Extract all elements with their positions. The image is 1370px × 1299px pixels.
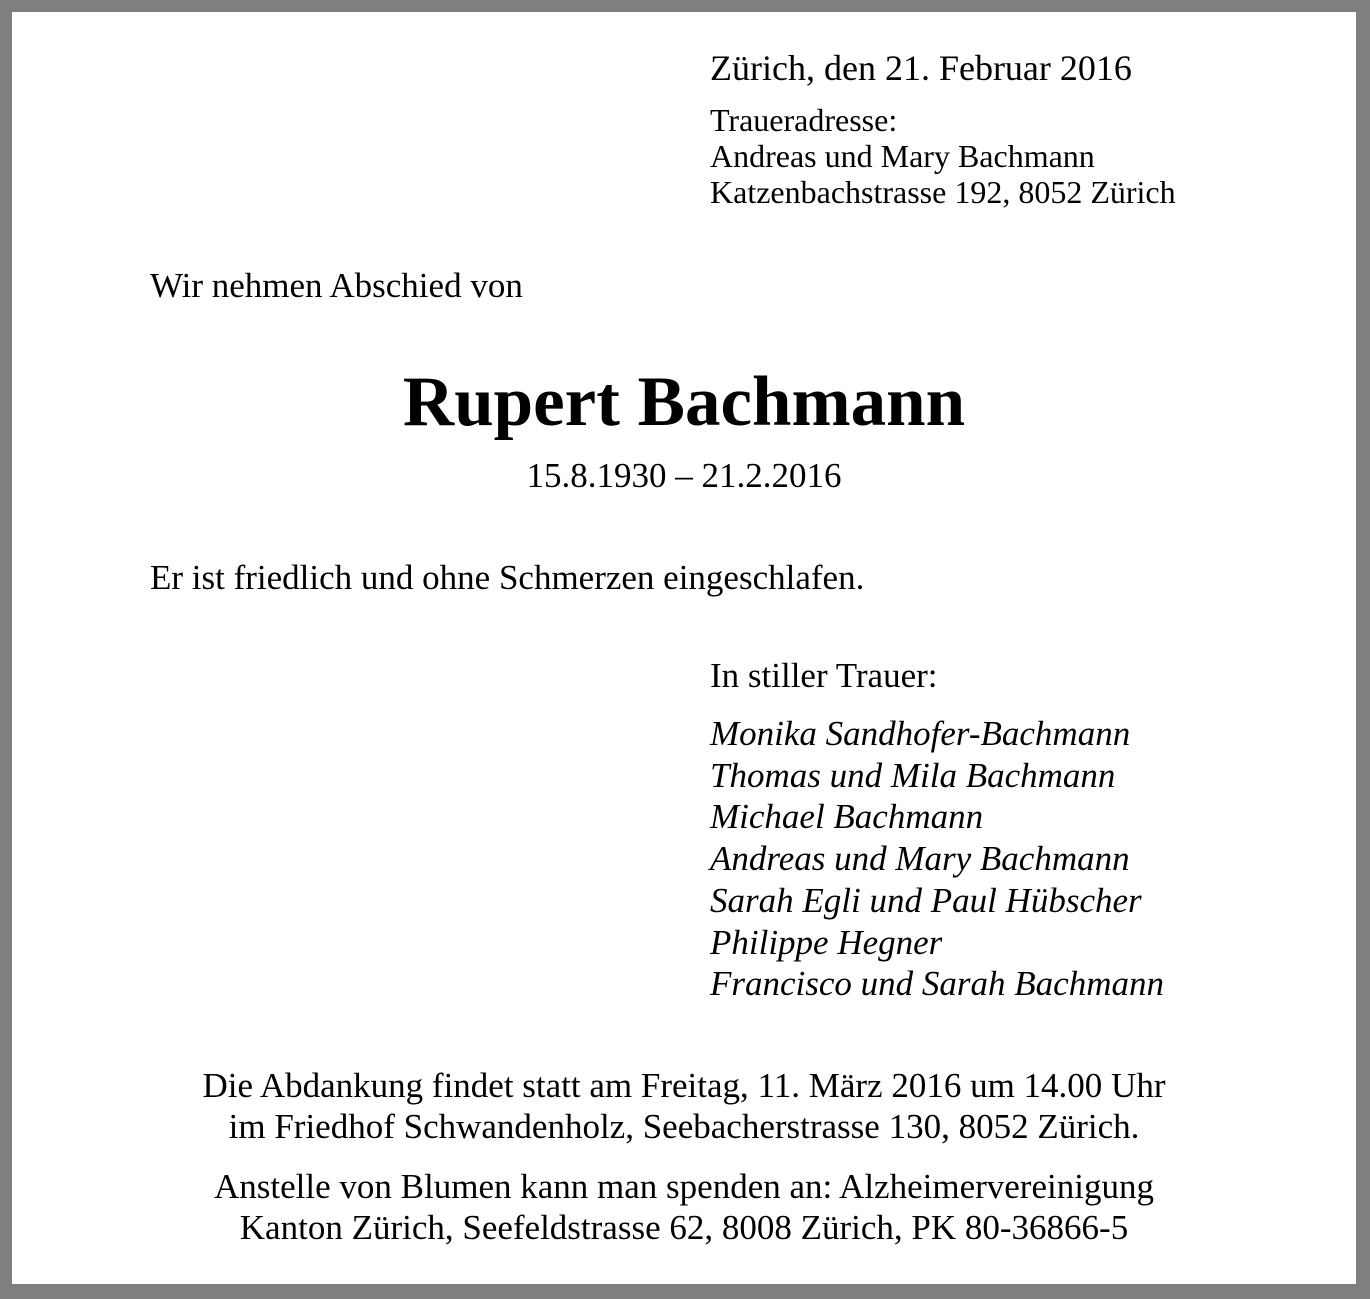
- peaceful-statement: [150, 558, 864, 598]
- mourning-address-name: Andreas und Mary Bachmann: [710, 138, 1095, 174]
- peaceful-statement-text: Er ist friedlich und ohne Schmerzen eingeschlafen.: [150, 558, 865, 597]
- mourning-address: [710, 102, 1176, 210]
- mourner-name: Philippe Hegner: [710, 922, 943, 962]
- ceremony-info-line: im Friedhof Schwandenholz, Seebacherstrasse 130, 8052 Zürich.: [228, 1107, 1140, 1146]
- mourner-name: Andreas und Mary Bachmann: [710, 839, 1130, 879]
- mourning-address-street: Katzenbachstrasse 192, 8052 Zürich: [710, 174, 1176, 210]
- farewell-intro-text: Wir nehmen Abschied von: [150, 266, 523, 305]
- mourner-name: Monika Sandhofer-Bachmann: [710, 714, 1131, 753]
- mourner-name: Michael Bachmann: [710, 797, 984, 837]
- grief-heading: [710, 656, 937, 696]
- mourner-name: Francisco und Sarah Bachmann: [710, 964, 1164, 1004]
- grief-heading-text: In stiller Trauer:: [710, 656, 938, 695]
- obituary-notice: [12, 12, 1356, 1284]
- mourning-address-label: Traueradresse:: [710, 102, 898, 138]
- donation-info-line: Kanton Zürich, Seefeldstrasse 62, 8008 Zürich, PK 80-36866-5: [239, 1208, 1129, 1247]
- life-dates: 15.8.1930 – 21.2.2016: [526, 456, 842, 495]
- mourner-name: Thomas und Mila Bachmann: [710, 755, 1116, 795]
- donation-info-line: Anstelle von Blumen kann man spenden an: Alzheimervereinigung: [214, 1167, 1154, 1206]
- ceremony-info: [12, 1065, 1356, 1147]
- donation-info: [12, 1166, 1356, 1248]
- ceremony-info-line: Die Abdankung findet statt am Freitag, 11. März 2016 um 14.00 Uhr: [202, 1066, 1166, 1105]
- farewell-intro: [150, 266, 523, 306]
- mourners-list: [710, 713, 1164, 1005]
- place-and-date: [710, 48, 1132, 88]
- mourner-name: Sarah Egli und Paul Hübscher: [710, 880, 1142, 920]
- place-date-text: Zürich, den 21. Februar 2016: [710, 48, 1132, 88]
- deceased-name: Rupert Bachmann: [402, 363, 966, 441]
